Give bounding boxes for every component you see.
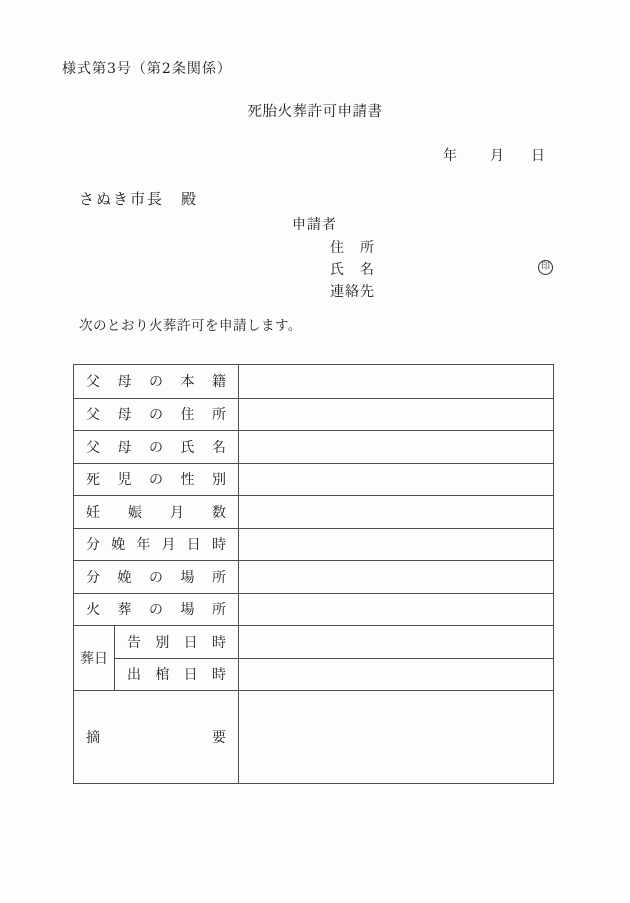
row-value-parents-domicile: [239, 365, 553, 398]
addressee: さぬき市長 殿: [79, 190, 199, 208]
row-label-coffin-departure-datetime: 出 棺 日 時: [115, 659, 239, 691]
date-line: [443, 148, 545, 165]
row-value-parents-name: [239, 431, 553, 463]
row-value-delivery-datetime: [239, 529, 553, 561]
table-row-remarks: [74, 690, 553, 783]
table-row-child-sex: [74, 463, 553, 496]
application-table: [73, 364, 554, 784]
applicant-address-label: 住 所: [330, 240, 375, 256]
table-row-parents-address: [74, 398, 553, 431]
row-value-coffin-departure-datetime: [239, 659, 553, 691]
row-value-child-sex: [239, 464, 553, 496]
date-year-label: 年: [443, 148, 457, 164]
row-value-pregnancy-months: [239, 496, 553, 528]
row-label-farewell-datetime: 告 別 日 時: [115, 626, 239, 658]
row-label-parents-domicile: 父 母 の 本 籍: [74, 365, 239, 398]
row-value-farewell-datetime: [239, 626, 553, 658]
row-label-delivery-datetime: 分 娩 年 月 日 時: [74, 529, 239, 561]
applicant-heading: 申請者: [292, 217, 337, 233]
row-label-delivery-place: 分 娩 の 場 所: [74, 561, 239, 593]
row-label-parents-address: 父 母 の 住 所: [74, 399, 239, 431]
table-row-farewell-datetime: [115, 626, 553, 658]
table-row-cremation-place: [74, 593, 553, 626]
row-value-cremation-place: [239, 594, 553, 626]
row-label-pregnancy-months: 妊 娠 月 数: [74, 496, 239, 528]
row-label-cremation-place: 火 葬 の 場 所: [74, 594, 239, 626]
applicant-contact-label: 連絡先: [330, 284, 375, 300]
table-row-pregnancy-months: [74, 495, 553, 528]
table-row-delivery-place: [74, 560, 553, 593]
date-day-label: 日: [531, 148, 545, 164]
row-label-parents-name: 父 母 の 氏 名: [74, 431, 239, 463]
row-label-child-sex: 死 児 の 性 別: [74, 464, 239, 496]
form-number: 様式第3号（第2条関係）: [62, 61, 232, 77]
table-row-coffin-departure-datetime: [115, 658, 553, 691]
seal-icon: 印: [538, 260, 553, 275]
row-label-remarks: 摘 要: [74, 691, 239, 783]
table-row-parents-domicile: [74, 365, 553, 398]
applicant-name-label: 氏 名: [330, 262, 375, 278]
row-value-delivery-place: [239, 561, 553, 593]
date-month-label: 月: [490, 148, 504, 164]
funeral-day-subrows: [115, 626, 553, 690]
table-row-delivery-datetime: [74, 528, 553, 561]
row-value-remarks: [239, 691, 553, 783]
table-row-funeral-day: [74, 625, 553, 690]
funeral-day-header: 葬日: [74, 626, 115, 690]
intro-sentence: 次のとおり火葬許可を申請します。: [79, 318, 302, 334]
table-row-parents-name: [74, 430, 553, 463]
document-title: 死胎火葬許可申請書: [247, 104, 383, 120]
row-value-parents-address: [239, 399, 553, 431]
